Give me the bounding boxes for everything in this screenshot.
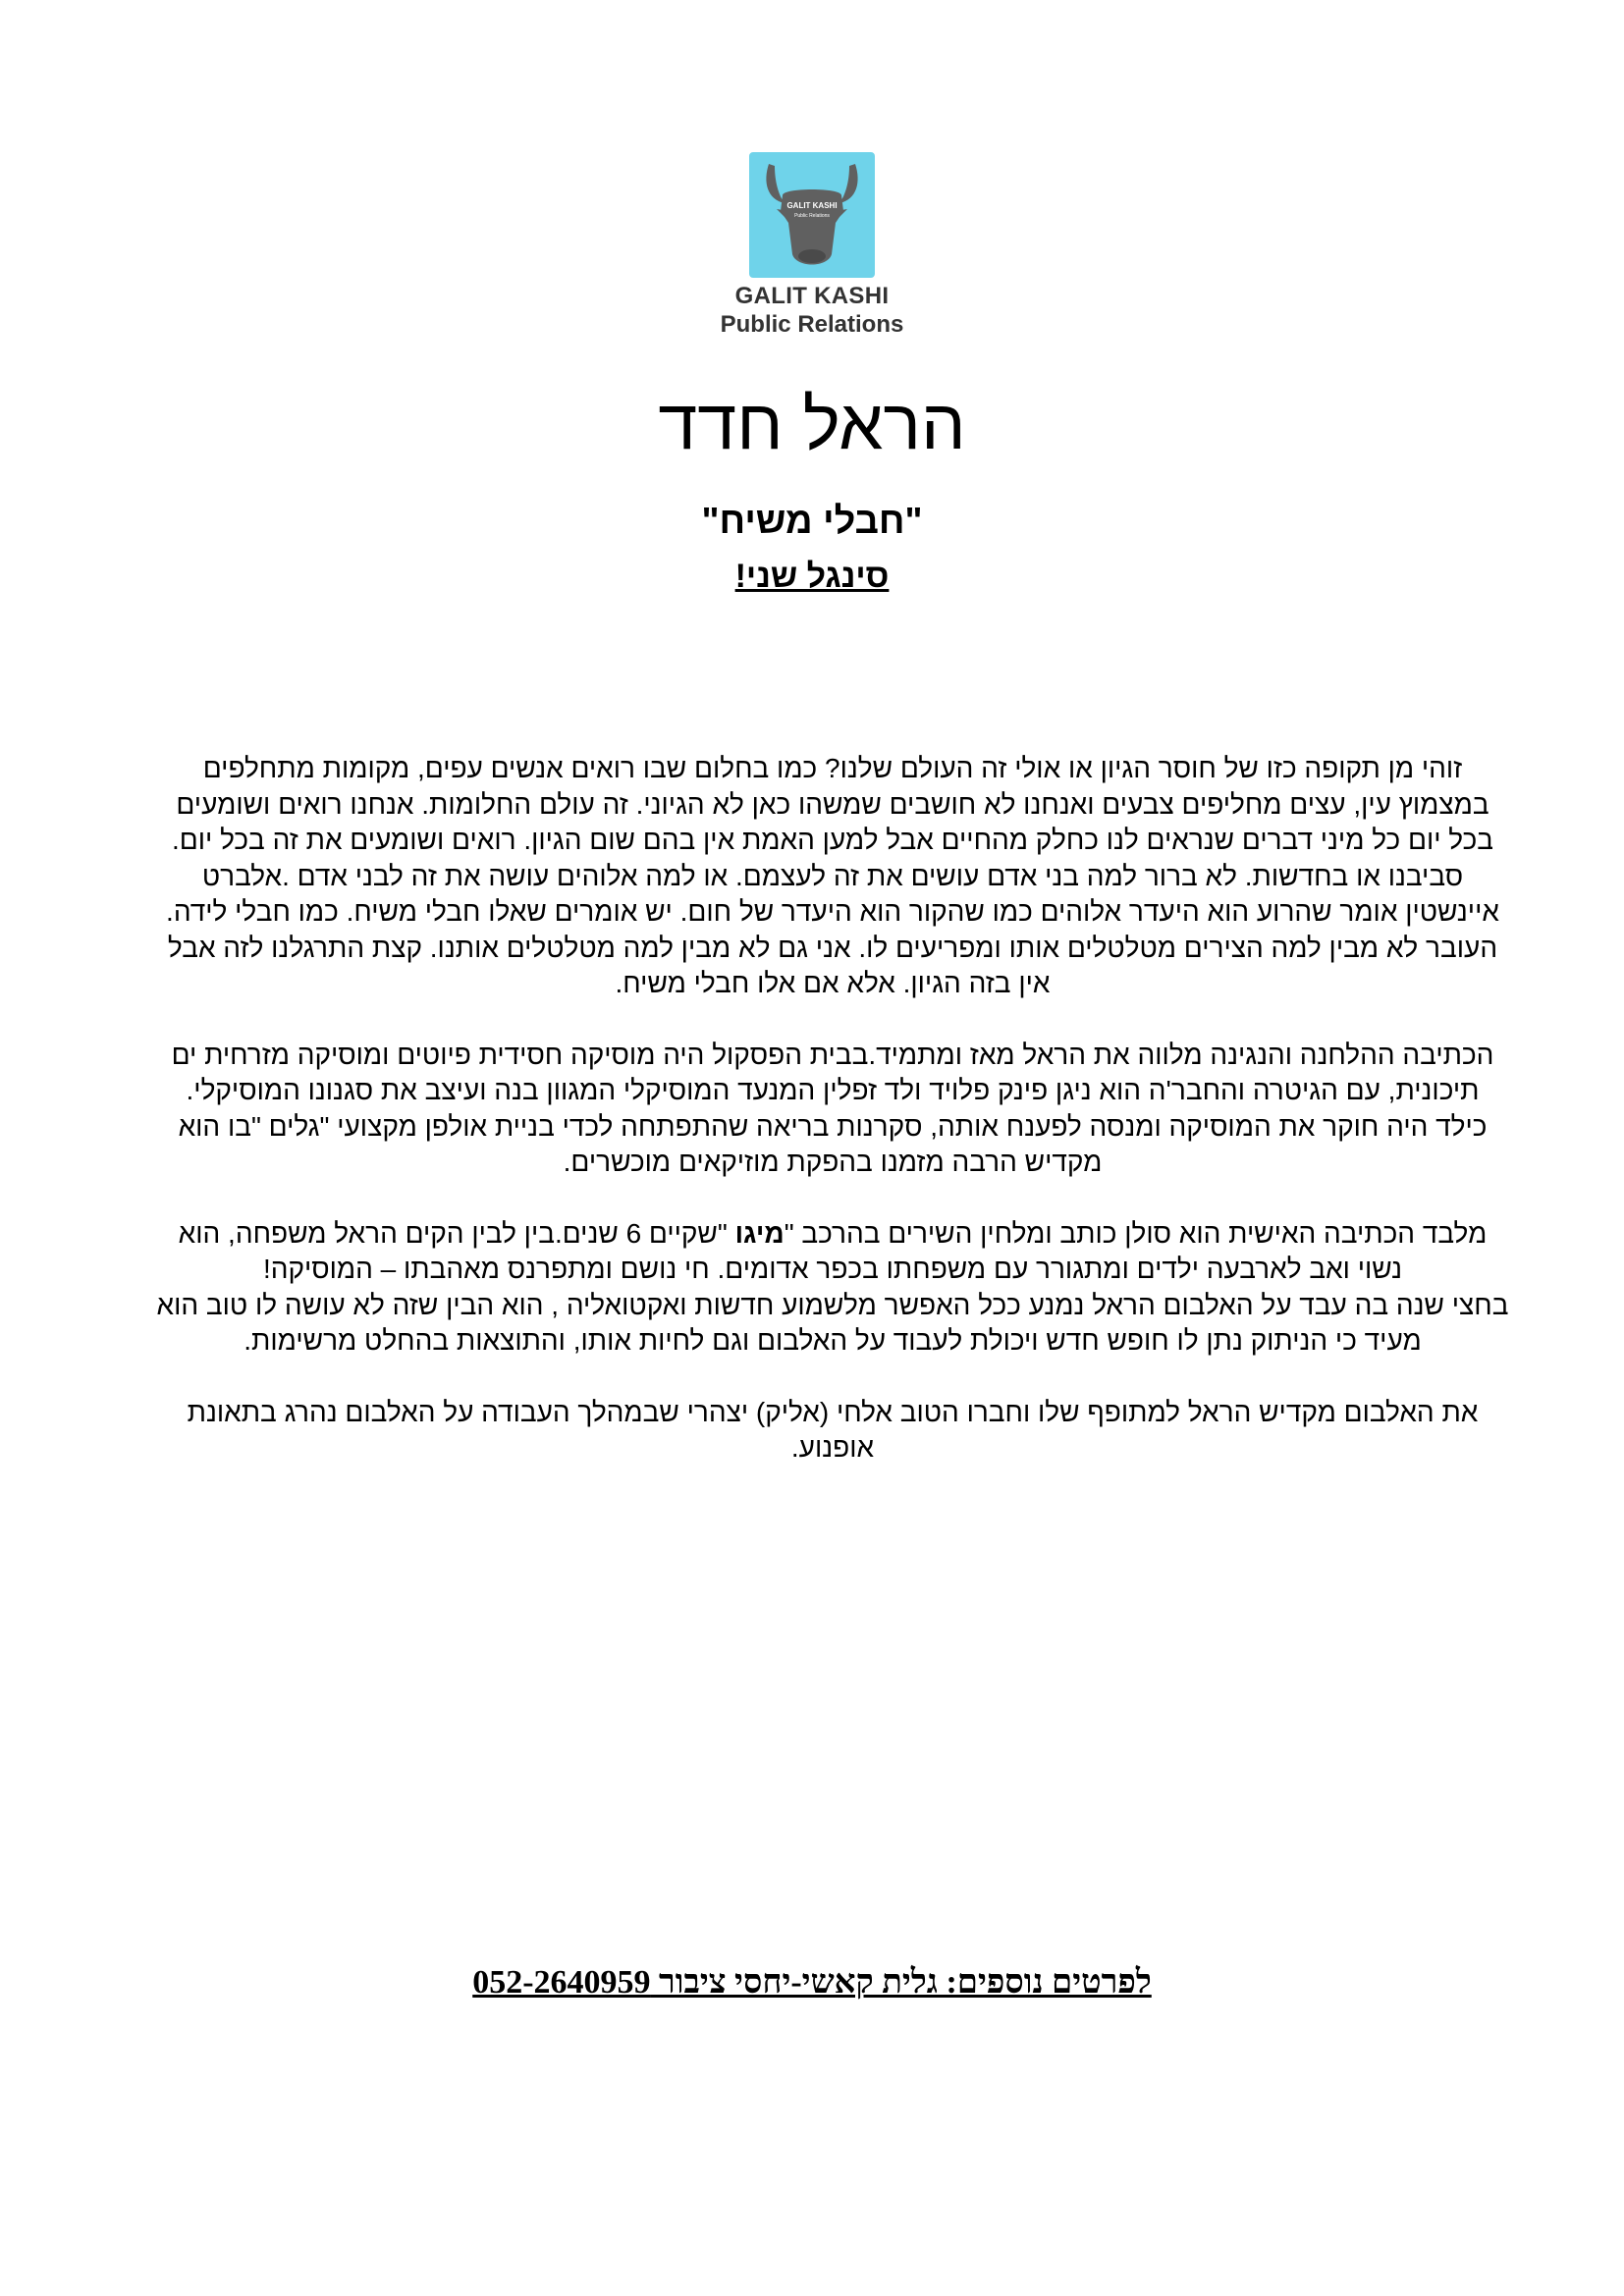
article-body <box>155 751 1510 1467</box>
band-name: מיגו <box>734 1217 785 1249</box>
paragraph-band <box>155 1216 1510 1288</box>
single-label: סינגל שני! <box>734 558 890 595</box>
band-text-start: מלבד הכתיבה האישית הוא סולן כותב ומלחין השירים בהרכב " <box>784 1217 1488 1249</box>
band-text-end: "שקיים 6 שנים.בין לבין הקים הראל משפחה, הוא נשוי ואב לארבעה ילדים ומתגורר עם משפחתו בכפר אדומים. חי נושם ומתפרנס מאהבתו – המוסיקה! <box>178 1217 1403 1284</box>
logo-badge <box>749 152 875 278</box>
logo <box>687 152 937 339</box>
paragraph-intro: זוהי מן תקופה כזו של חוסר הגיון או אולי זה העולם שלנו? כמו בחלום שבו רואים אנשים עפים, מקומות מתחלפים במצמוץ עין, עצים מחליפים צבעים ואנחנו לא חושבים שמשהו כאן לא הגיוני. זה עולם החלומות. אנחנו רואים ושומעים בכל יום כל מיני דברים שנראים לנו כחלק מהחיים אבל למען האמת אין בהם שום הגיון. רואים ושומעים את זה בכל יום. סביבנו או בחדשות. לא ברור למה בני אדם עושים את זה לעצמם. או למה אלוהים עושה את זה לבני אדם .אלברט איינשטין אומר שהרוע הוא היעדר אלוהים כמו שהקור הוא היעדר של חום. יש אומרים שאלו חבלי משיח. כמו חבלי לידה. העובר לא מבין למה הצירים מטלטלים אותו ומפריעים לו. אני גם לא מבין למה מטלטלים אותנו. קצת התרגלנו לזה אבל אין בזה הגיון. אלא אם אלו חבלי משיח. <box>166 753 1499 998</box>
page-title: הראל חדד <box>658 386 966 464</box>
badge-subtitle: Public Relations <box>794 213 830 219</box>
logo-name: GALIT KASHI <box>734 283 890 309</box>
song-title: "חבלי משיח" <box>701 501 923 542</box>
bull-head-icon <box>749 152 875 278</box>
badge-name: GALIT KASHI <box>786 201 838 210</box>
contact-footer: לפרטים נוספים: גלית קאשי-יחסי ציבור 052-2640959 <box>472 1964 1152 2001</box>
logo-subtitle: Public Relations <box>720 311 904 338</box>
paragraph-album: בחצי שנה בה עבד על האלבום הראל נמנע ככל האפשר מלשמוע חדשות ואקטואליה , הוא הבין שזה לא עושה לו טוב הוא מעיד כי הניתוק נתן לו חופש חדש ויכולת לעבוד על האלבום וגם לחיות אותו, והתוצאות בהחלט מרשימות. <box>156 1289 1509 1356</box>
paragraph-studio: כילד היה חוקר את המוסיקה ומנסה לפענח אותה, סקרנות בריאה שהתפתחה לכדי בניית אולפן מקצועי "גלים "בו הוא מקדיש הרבה מזמנו בהפקת מוזיקאים מוכשרים. <box>178 1110 1488 1177</box>
paragraph-dedication: את האלבום מקדיש הראל למתופף שלו וחברו הטוב אלחי (אליק) יצהרי שבמהלך העבודה על האלבום נהרג בתאונת אופנוע. <box>187 1396 1479 1463</box>
paragraph-background: הכתיבה ההלחנה והנגינה מלווה את הראל מאז ומתמיד.בבית הפסקול היה מוסיקה חסידית פיוטים ומוסיקה מזרחית ים תיכונית, עם הגיטרה והחבר'ה הוא ניגן פינק פלויד ולד זפלין המנעד המוסיקלי המגוון בנה ועיצב את סגנונו המוסיקלי. <box>171 1039 1494 1105</box>
